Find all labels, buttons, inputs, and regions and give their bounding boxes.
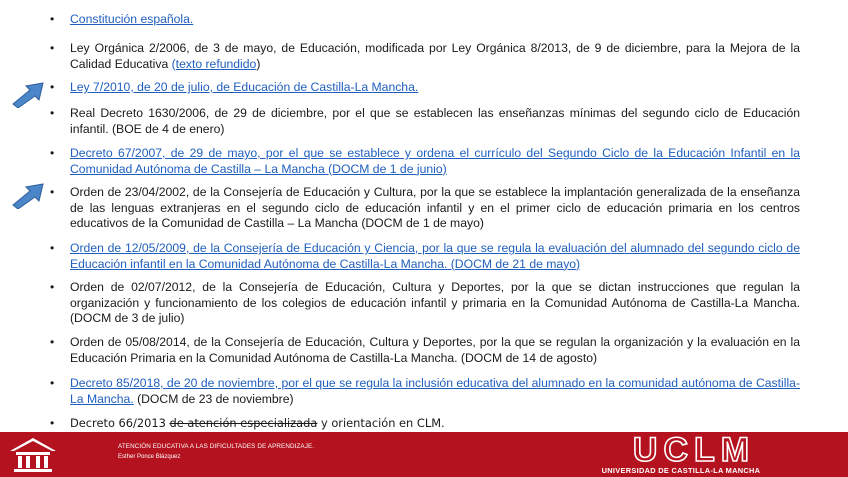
bullet: • — [50, 80, 55, 94]
item-text — [70, 376, 800, 407]
list-item — [52, 185, 800, 232]
bullet: • — [50, 280, 55, 294]
bullet: • — [50, 241, 55, 255]
item-text — [70, 41, 800, 72]
list-item — [52, 80, 800, 96]
item-text — [70, 241, 800, 272]
arrow-icon — [10, 181, 46, 209]
struck-text: de atención especializada — [169, 416, 318, 430]
reference-link[interactable]: Decreto 67/2007, de 29 de mayo, por el que se establece y ordena el currículo del Segundo Ciclo de la Educación Infantil en la Comunidad Autónoma de Castilla – La Mancha (DOCM de 1 de junio) — [70, 146, 800, 176]
list-item — [52, 416, 800, 432]
item-text — [70, 12, 800, 28]
item-text-segment: ) — [256, 56, 261, 71]
reference-link[interactable]: Orden de 12/05/2009, de la Consejería de Educación y Ciencia, por la que se regula la evaluación del alumnado del segundo ciclo de Educación infantil en la Comunidad Autónoma de Castilla-La Mancha. (DOCM de 21 de mayo) — [70, 241, 800, 271]
bullet: • — [50, 185, 55, 199]
bullet: • — [50, 41, 55, 55]
bullet: • — [50, 146, 55, 160]
footer-bar — [0, 432, 848, 477]
list-item — [52, 12, 800, 28]
footer-author: Esther Ponce Blázquez — [118, 454, 181, 460]
uclm-logo-text: UCLM — [632, 434, 756, 464]
list-item — [52, 280, 800, 327]
item-text — [70, 80, 800, 96]
list-item — [52, 241, 800, 272]
list-item — [52, 146, 800, 177]
list-item — [52, 106, 800, 137]
item-text — [70, 146, 800, 177]
bullet: • — [50, 335, 55, 349]
bullet: • — [50, 376, 55, 390]
item-text — [70, 416, 800, 432]
item-text-segment: Orden de 05/08/2014, de la Consejería de Educación, Cultura y Deportes, por la que se regulan la organización y la evaluación en la Educación Primaria en la Comunidad Autónoma de Castilla-La Mancha. (DOCM de 14 de agosto) — [70, 335, 800, 365]
list-item — [52, 376, 800, 407]
item-text-segment: Orden de 23/04/2002, de la Consejería de Educación y Cultura, por la que se establece la implantación generalizada de la enseñanza de las lenguas extranjeras en el segundo ciclo de educación infantil y en el primer ciclo de educación primaria en los centros educativos de la Comunidad de Castilla – La Mancha (DOCM de 1 de mayo) — [70, 185, 800, 231]
item-text — [70, 106, 800, 137]
reference-link[interactable]: Constitución española. — [70, 12, 194, 26]
list-item — [52, 335, 800, 366]
item-text — [70, 185, 800, 232]
item-text-segment: Decreto 66/2013 — [70, 416, 170, 430]
reference-link[interactable]: Ley 7/2010, de 20 de julio, de Educación de Castilla-La Mancha. — [70, 80, 419, 94]
bullet: • — [50, 106, 55, 120]
university-emblem-icon — [2, 435, 64, 475]
reference-link[interactable]: (texto refundido — [171, 56, 257, 71]
list-item — [52, 41, 800, 72]
item-text — [70, 280, 800, 327]
university-name: UNIVERSIDAD DE CASTILLA-LA MANCHA — [601, 466, 761, 475]
item-text-segment: Orden de 02/07/2012, de la Consejería de Educación, Cultura y Deportes, por la que se dictan instrucciones que regulan la organización y funcionamiento de los colegios de educación infantil y primaria en la Comunidad Autónoma de Castilla-La Mancha. (DOCM de 3 de julio) — [70, 280, 800, 326]
footer-title: ATENCIÓN EDUCATIVA A LAS DIFICULTADES DE APRENDIZAJE. — [118, 443, 315, 450]
item-text-segment: y orientación en CLM. — [317, 416, 445, 430]
item-text-segment: Real Decreto 1630/2006, de 29 de diciembre, por el que se establecen las enseñanzas mínimas del segundo ciclo de Educación infantil. (BOE de 4 de enero) — [70, 106, 800, 136]
reference-link[interactable]: Decreto 85/2018, de 20 de noviembre, por el que se regula la inclusión educativa del alumnado en la comunidad autónoma de Castilla-La Mancha. — [70, 376, 800, 406]
item-text-segment: (DOCM de 23 de noviembre) — [133, 391, 294, 406]
item-text-segment: Ley Orgánica 2/2006, de 3 de mayo, de Educación, modificada por Ley Orgánica 8/2013, de 9 de diciembre, para la Mejora de la Calidad Educativa — [70, 41, 800, 71]
bullet: • — [50, 12, 55, 26]
arrow-icon — [10, 80, 46, 108]
bullet: • — [50, 416, 55, 430]
item-text — [70, 335, 800, 366]
uclm-logo — [606, 434, 782, 464]
